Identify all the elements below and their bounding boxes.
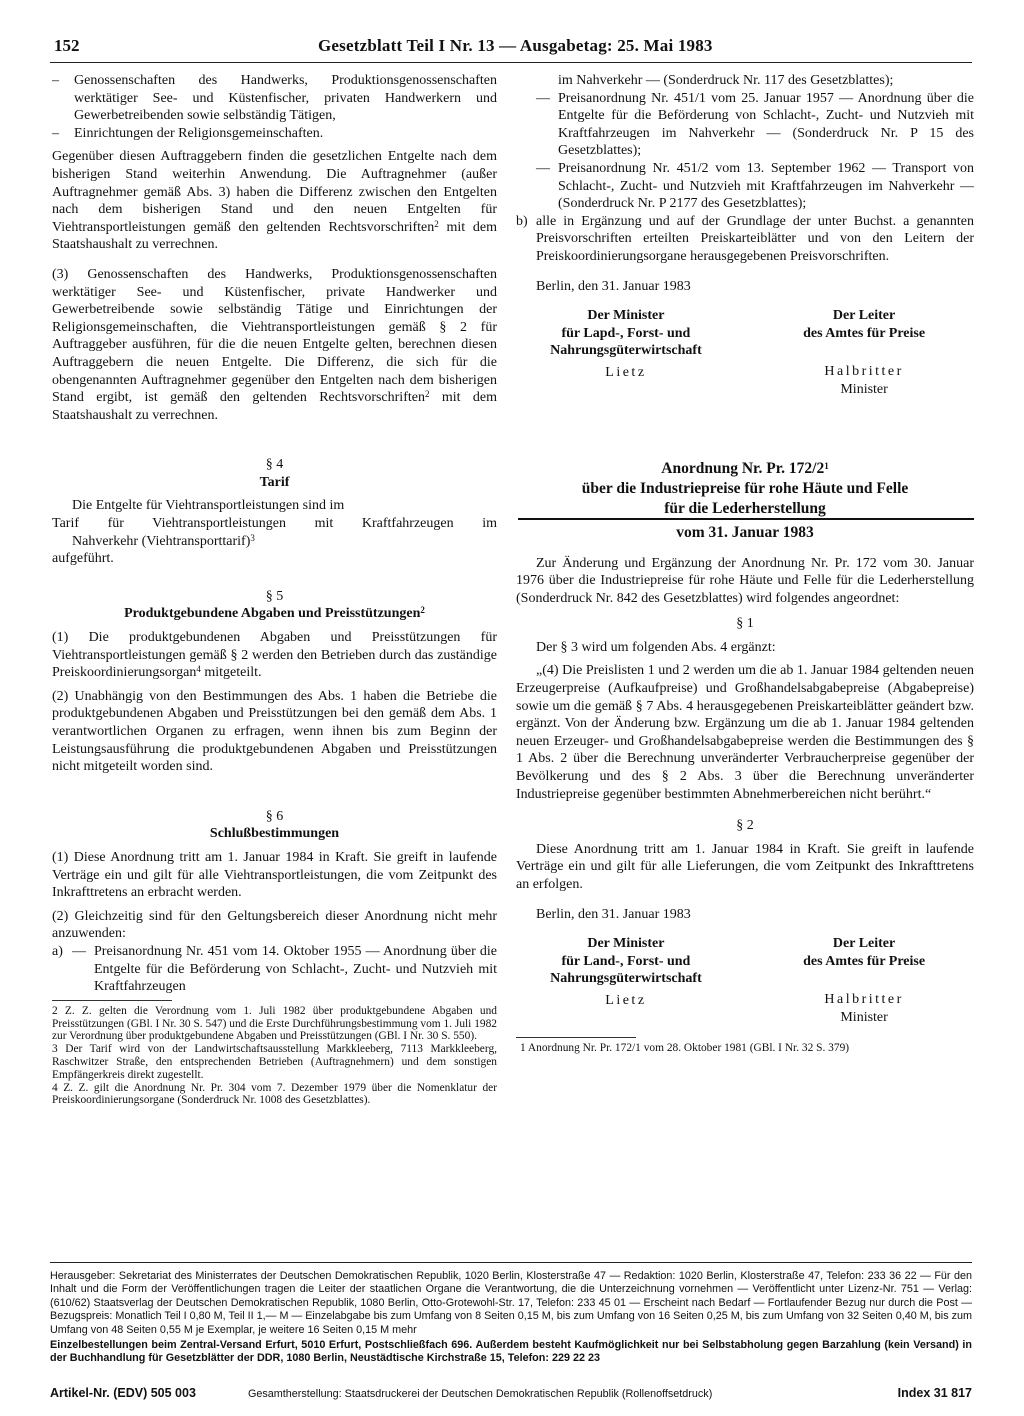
- place-date: Berlin, den 31. Januar 1983: [536, 906, 691, 922]
- paragraph: (2) Gleichzeitig sind für den Geltungsbereich dieser Anordnung nicht mehr anzuwenden:: [52, 908, 497, 942]
- paragraph: Der § 3 wird um folgenden Abs. 4 ergänzt:: [536, 639, 776, 655]
- imprint: Herausgeber: Sekretariat des Ministerrates der Deutschen Demokratischen Republik, 1020 Berlin, Klosterstraße 47 — Redaktion: 1020 Berlin, Klosterstraße 47, Telefon: 233 36 22 — Für den Inhalt und die Form der Veröffentlichungen tragen die Leiter der staatlichen Organe die Verantwortung, die die Unterzeichnung vornehmen — Veröffentlicht unter Lizenz-Nr. 751 — Verlag: (610/62) Staatsverlag der Deutschen Demokratischen Republik, 1080 Berlin, Otto-Grotewohl-Str. 17, Telefon: 233 45 01 — Erscheint nach Bedarf — Fortlaufender Bezug nur durch die Post — Bezugspreis: Monatlich Teil I 0,80 M, Teil II 1,— M — Einzelabgabe bis zum Umfang von 8 Seiten 0,15 M, bis zum Umfang von 16 Seiten 0,25 M, bis zum Umfang von 32 Seiten 0,40 M, bis zum Umfang von 48 Seiten 0,55 M je Exemplar, je weitere 16 Seiten 0,15 M mehr Einzelbestellungen beim Zentral-Versand Erfurt, 5010 Erfurt, Postschließfach 696. Außerdem besteht Kaufmöglichkeit nur bei Selbstabholung gegen Barzahlung (kein Versand) in der Buchhandlung für Gesetzblätter der DDR, 1080 Berlin, Neustädtische Kirchstraße 15, Telefon: 229 22 23: [50, 1270, 972, 1365]
- list-item: b) alle in Ergänzung und auf der Grundlage der unter Buchst. a genannten Preisvorschriften erteilten Preiskarteiblätter und von den Leitern der Preiskoordinierungsorgane herausgegebenen Preisvorschriften.: [516, 213, 974, 264]
- signature-right: Der Leiter des Amtes für Preise Halbritter Minister: [803, 308, 926, 397]
- section-title: Tarif: [259, 474, 290, 490]
- footnote-rule: [52, 1000, 172, 1001]
- header-rule: [50, 62, 972, 63]
- paragraph: Diese Anordnung tritt am 1. Januar 1984 in Kraft. Sie greift in laufende Verträge ein und gilt für alle Lieferungen, die vom Zeitpunkt des Inkrafttretens an erfolgen.: [516, 841, 974, 892]
- left-column: [52, 72, 497, 1107]
- tariff-paragraph: Die Entgelte für Viehtransportleistungen sind im Tarif für Viehtransportleistungen mit Kraftfahrzeugen im Nahverkehr (Viehtransporttarif)$^3$ aufgeführt.: [52, 498, 497, 567]
- signature-block: [516, 307, 974, 398]
- paragraph: (1) Die produktgebundenen Abgaben und Preisstützungen für Viehtransportleistungen gemäß § 2 werden den Betrieben durch das zuständige Preiskoordinierungsorgan$^4$ mitgeteilt.: [52, 630, 497, 681]
- index-number: Index 31 817: [897, 1386, 972, 1400]
- section-number: § 6: [265, 808, 284, 824]
- footnote: 1 Anordnung Nr. Pr. 172/1 vom 28. Oktober 1981 (GBl. I Nr. 32 S. 379): [520, 1041, 850, 1054]
- section-title: Schlußbestimmungen: [209, 826, 340, 842]
- footnote: 4 Z. Z. gilt die Anordnung Nr. Pr. 304 vom 7. Dezember 1979 über die Nomenklatur der Preiskoordinierungsorgane (Sonderdruck Nr. 1008 des Gesetzblattes).: [52, 1081, 497, 1107]
- paragraph: „(4) Die Preislisten 1 und 2 werden um die ab 1. Januar 1984 geltenden neuen Erzeugerpreise (Aufkaufpreise) und Großhandelsabgabepreise (Abgabepreise) sowie um die gemäß § 7 Abs. 4 herausgegebenen Preiskarteiblätter geändert bzw. ergänzt. Von der Änderung bzw. Ergänzung um die ab 1. Januar 1984 geltenden neuen Erzeuger- und Großhandelsabgabepreise werden die Bestimmungen des § 1 Abs. 2 über die Berechnung unveränderter Verbraucherpreise gegenüber der Bevölkerung und des § 2 Abs. 3 über die Berechnung unveränderter Industriepreise gegenüber bestimmten Abnehmerbereichen nicht berührt.“: [516, 663, 974, 802]
- ordinance-date: vom 31. Januar 1983: [676, 523, 814, 541]
- paragraph: Gegenüber diesen Auftraggebern finden die gesetzlichen Entgelte nach dem bisherigen Stand weiterhin Anwendung. Die Auftragnehmer (außer Auftragnehmer gemäß Abs. 3) haben die Differenz zwischen den Entgelten nach dem bisherigen Stand und den neuen Entgelten für Viehtransportleistungen gemäß den geltenden Rechtsvorschriften$^2$ mit dem Staatshaushalt zu verrechnen.: [52, 149, 497, 253]
- signature-block: [516, 935, 974, 1026]
- section-divider: [518, 518, 974, 520]
- article-number: Artikel-Nr. (EDV) 505 003: [50, 1386, 196, 1400]
- ordinance-subtitle: über die Industriepreise für rohe Häute und Felle: [581, 479, 909, 497]
- place-date: Berlin, den 31. Januar 1983: [536, 278, 691, 294]
- signature-right: Der Leiter des Amtes für Preise Halbritter Minister: [803, 936, 926, 1025]
- paragraph: (3) Genossenschaften des Handwerks, Produktionsgenossenschaften werktätiger See- und Küstenfischer, private Handwerker und Gewerbetreibende sowie selbständig Tätige und Einrichtungen der Religionsgemeinschaften, die Viehtransportleistungen gemäß § 2 für Auftraggeber ausführen, für die die neuen Entgelte gelten, berechnen diesen Auftraggebern die neuen Entgelte. Die Differenz, die sich für die obengenannten Auftragnehmer gegenüber den Entgelten nach dem bisherigen Stand ergibt, ist gemäß den geltenden Rechtsvorschriften$^2$ mit dem Staatshaushalt zu verrechnen.: [52, 266, 497, 423]
- paragraph: Zur Änderung und Ergänzung der Anordnung Nr. Pr. 172 vom 30. Januar 1976 über die Industriepreise für rohe Häute und Felle für die Lederherstellung (Sonderdruck Nr. 842 des Gesetzblattes) wird folgendes angeordnet:: [516, 555, 974, 606]
- section-number: § 4: [265, 457, 284, 473]
- printer-credit: Gesamtherstellung: Staatsdruckerei der Deutschen Demokratischen Republik (Rollenoffsetdruck): [248, 1388, 713, 1400]
- section-title: Produktgebundene Abgaben und Preisstützungen$^2$: [124, 605, 425, 622]
- right-column: [516, 72, 974, 1054]
- ordinance-subtitle: für die Lederherstellung: [664, 499, 826, 517]
- list-item: – Genossenschaften des Handwerks, Produktionsgenossenschaften werktätiger See- und Küstenfischer, privaten Handwerkern und Gewerbetreibenden sowie selbständig Tätigen,: [52, 73, 497, 124]
- paragraph: (1) Diese Anordnung tritt am 1. Januar 1984 in Kraft. Sie greift in laufende Verträge ein und gilt für alle Viehtransportleistungen, die vom Zeitpunkt des Inkrafttretens an erbracht werden.: [52, 849, 497, 901]
- section-number: § 2: [736, 818, 754, 834]
- imprint-rule: [50, 1262, 972, 1263]
- signature-left: Der Minister für Lapd-, Forst- und Nahrungsgüterwirtschaft Lietz: [550, 308, 702, 380]
- footnote: 3 Der Tarif wird von der Landwirtschaftsausstellung Markkleeberg, 7113 Markkleeberg, Raschwitzer Straße, den entsprechenden Betrieben (Auftragnehmern) und dem sonstigen Empfängerkreis direkt zugestellt.: [52, 1043, 497, 1081]
- list-item: – Einrichtungen der Religionsgemeinschaften.: [52, 125, 324, 141]
- list-item: a) — Preisanordnung Nr. 451 vom 14. Oktober 1955 — Anordnung über die Entgelte für die Beförderung von Schlacht-, Zucht- und Nutzvieh mit Kraftfahrzeugen: [52, 943, 497, 995]
- footnote: 2 Z. Z. gelten die Verordnung vom 1. Juli 1982 über produktgebundene Abgaben und Preisstützungen (GBl. I Nr. 30 S. 547) und die Erste Durchführungsbestimmung vom 1. Juli 1982 zur Verordnung über produktgebundene Abgaben und Preisstützungen (GBl. I Nr. 30 S. 550).: [52, 1004, 497, 1043]
- ordinance-title: Anordnung Nr. Pr. $172/2^1$: [661, 459, 829, 477]
- paragraph: (2) Unabhängig von den Bestimmungen des Abs. 1 haben die Betriebe die produktgebundenen Abgaben und Preisstützungen bei den gemäß dem Abs. 1 verantwortlichen Organen zu erfragen, wenn ihnen bis zum Beginn der Leistungsausführung die produktgebundenen Abgaben und Preisstützungen nicht mitgeteilt worden sind.: [52, 688, 497, 775]
- list-item: — Preisanordnung Nr. 451/1 vom 25. Januar 1957 — Anordnung über die Entgelte für die Beförderung von Schlacht-, Zucht- und Nutzvieh mit Kraftfahrzeugen im Nahverkehr — (Sonderdruck Nr. P 15 des Gesetzblattes);: [536, 90, 974, 159]
- section-number: § 1: [736, 616, 754, 632]
- list-item: im Nahverkehr — (Sonderdruck Nr. 117 des Gesetzblattes);: [558, 73, 894, 88]
- section-number: § 5: [265, 588, 284, 604]
- list-item: — Preisanordnung Nr. 451/2 vom 13. September 1962 — Transport von Schlacht-, Zucht- und Nutzvieh mit Kraftfahrzeugen im Nahverkehr — (Sonderdruck Nr. P 2177 des Gesetzblattes);: [536, 160, 974, 212]
- signature-left: Der Minister für Land-, Forst- und Nahrungsgüterwirtschaft Lietz: [550, 936, 702, 1008]
- page-number: 152: [54, 36, 80, 55]
- footnote-rule: [516, 1037, 636, 1038]
- running-head: Gesetzblatt Teil I Nr. 13 — Ausgabetag: 25. Mai 1983: [318, 36, 713, 55]
